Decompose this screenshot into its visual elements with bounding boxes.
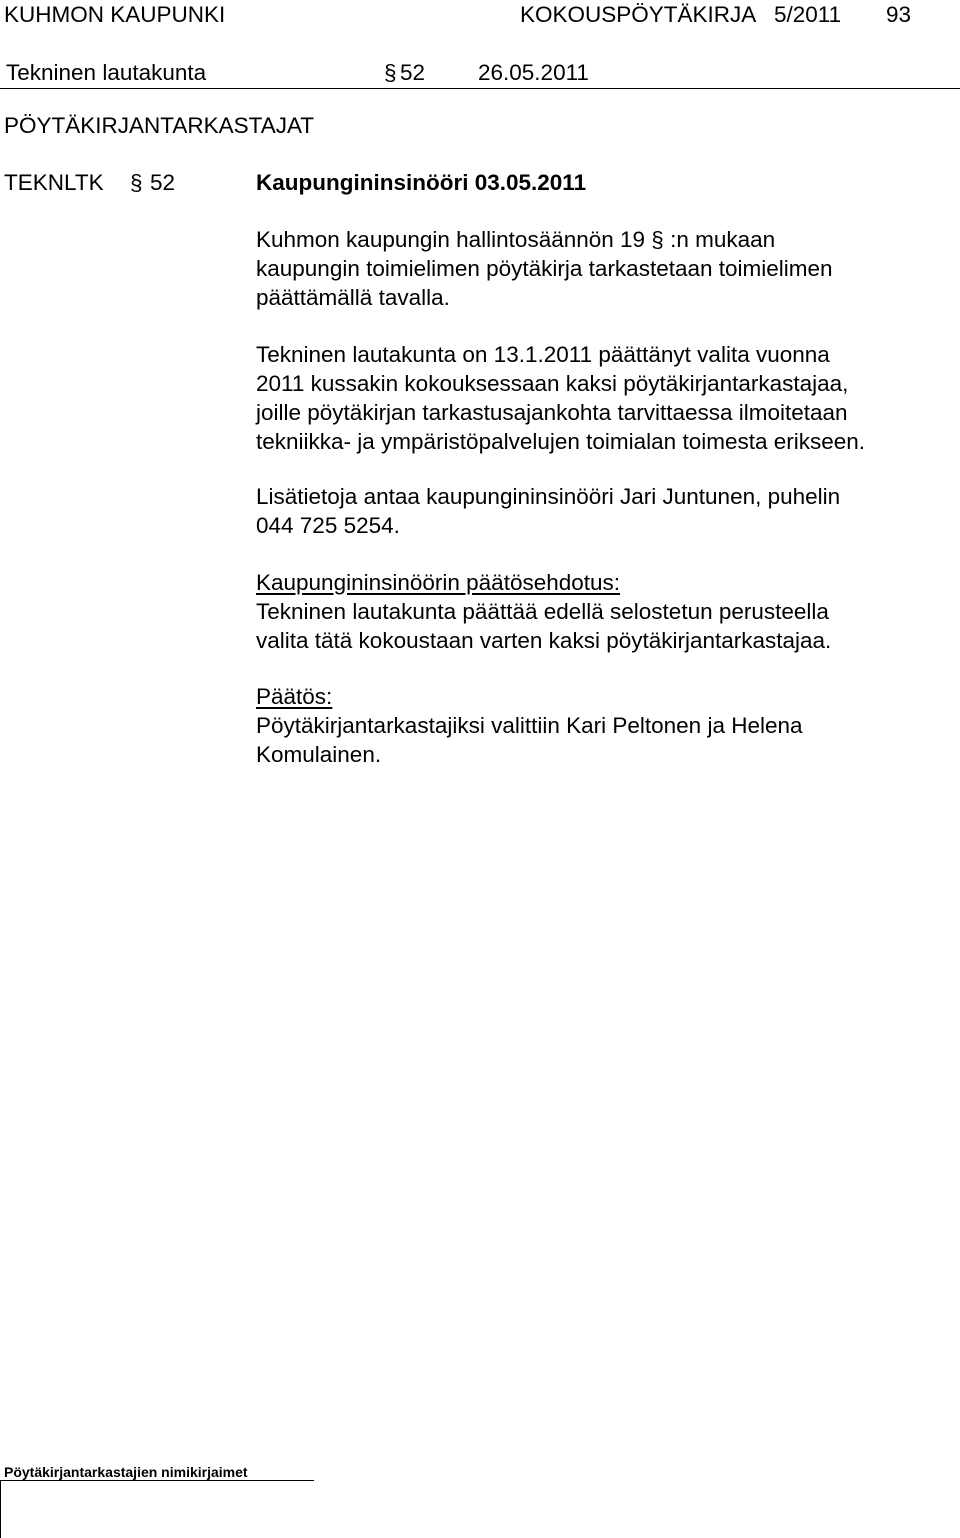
preparer-heading: Kaupungininsinööri 03.05.2011 <box>256 170 587 195</box>
header-rule <box>0 88 960 89</box>
item-title: PÖYTÄKIRJANTARKASTAJAT <box>4 113 315 138</box>
item-ref-number: 52 <box>150 170 176 195</box>
paragraph-text: Lisätietoja antaa kaupungininsinööri Jari Juntunen, puhelin 044 725 5254. <box>256 484 841 538</box>
decision-label: Päätös: <box>256 684 333 709</box>
paragraph-contact <box>256 482 946 540</box>
page-number: 93 <box>886 2 912 27</box>
proposal-text: Tekninen lautakunta päättää edellä selostetun perusteella valita tätä kokoustaan varten kaksi pöytäkirjantarkastajaa. <box>256 599 832 653</box>
paragraph-background <box>256 340 946 456</box>
board-name: Tekninen lautakunta <box>6 60 207 85</box>
document-number: 5/2011 <box>774 2 842 27</box>
signature-box-left <box>0 1480 1 1538</box>
paragraph-text: Kuhmon kaupungin hallintosäännön 19 § :n mukaan kaupungin toimielimen pöytäkirja tarkastetaan toimielimen päättämällä tavalla. <box>256 227 833 310</box>
proposal-section <box>256 568 946 655</box>
signature-box-top <box>0 1480 314 1481</box>
decision-text: Pöytäkirjantarkastajiksi valittiin Kari Peltonen ja Helena Komulainen. <box>256 713 803 767</box>
document-type: KOKOUSPÖYTÄKIRJA <box>520 2 757 27</box>
decision-section <box>256 682 946 769</box>
paragraph-text: Tekninen lautakunta on 13.1.2011 päättänyt valita vuonna 2011 kussakin kokouksessaan kaksi pöytäkirjantarkastajaa, joille pöytäkirjan tarkastusajankohta tarvittaessa ilmoitetaan tekniikka- ja ympäristöpalvelujen toimialan toimesta erikseen. <box>256 342 866 454</box>
organization-name: KUHMON KAUPUNKI <box>4 2 226 27</box>
paragraph-rules <box>256 225 946 312</box>
section-number: 52 <box>400 60 426 85</box>
meeting-date: 26.05.2011 <box>478 60 589 85</box>
section-symbol: § <box>384 60 397 85</box>
item-ref-code: TEKNLTK <box>4 170 104 195</box>
signature-label: Pöytäkirjantarkastajien nimikirjaimet <box>4 1464 248 1480</box>
proposal-label: Kaupungininsinöörin päätösehdotus: <box>256 570 621 595</box>
item-ref-symbol: § <box>130 170 143 195</box>
